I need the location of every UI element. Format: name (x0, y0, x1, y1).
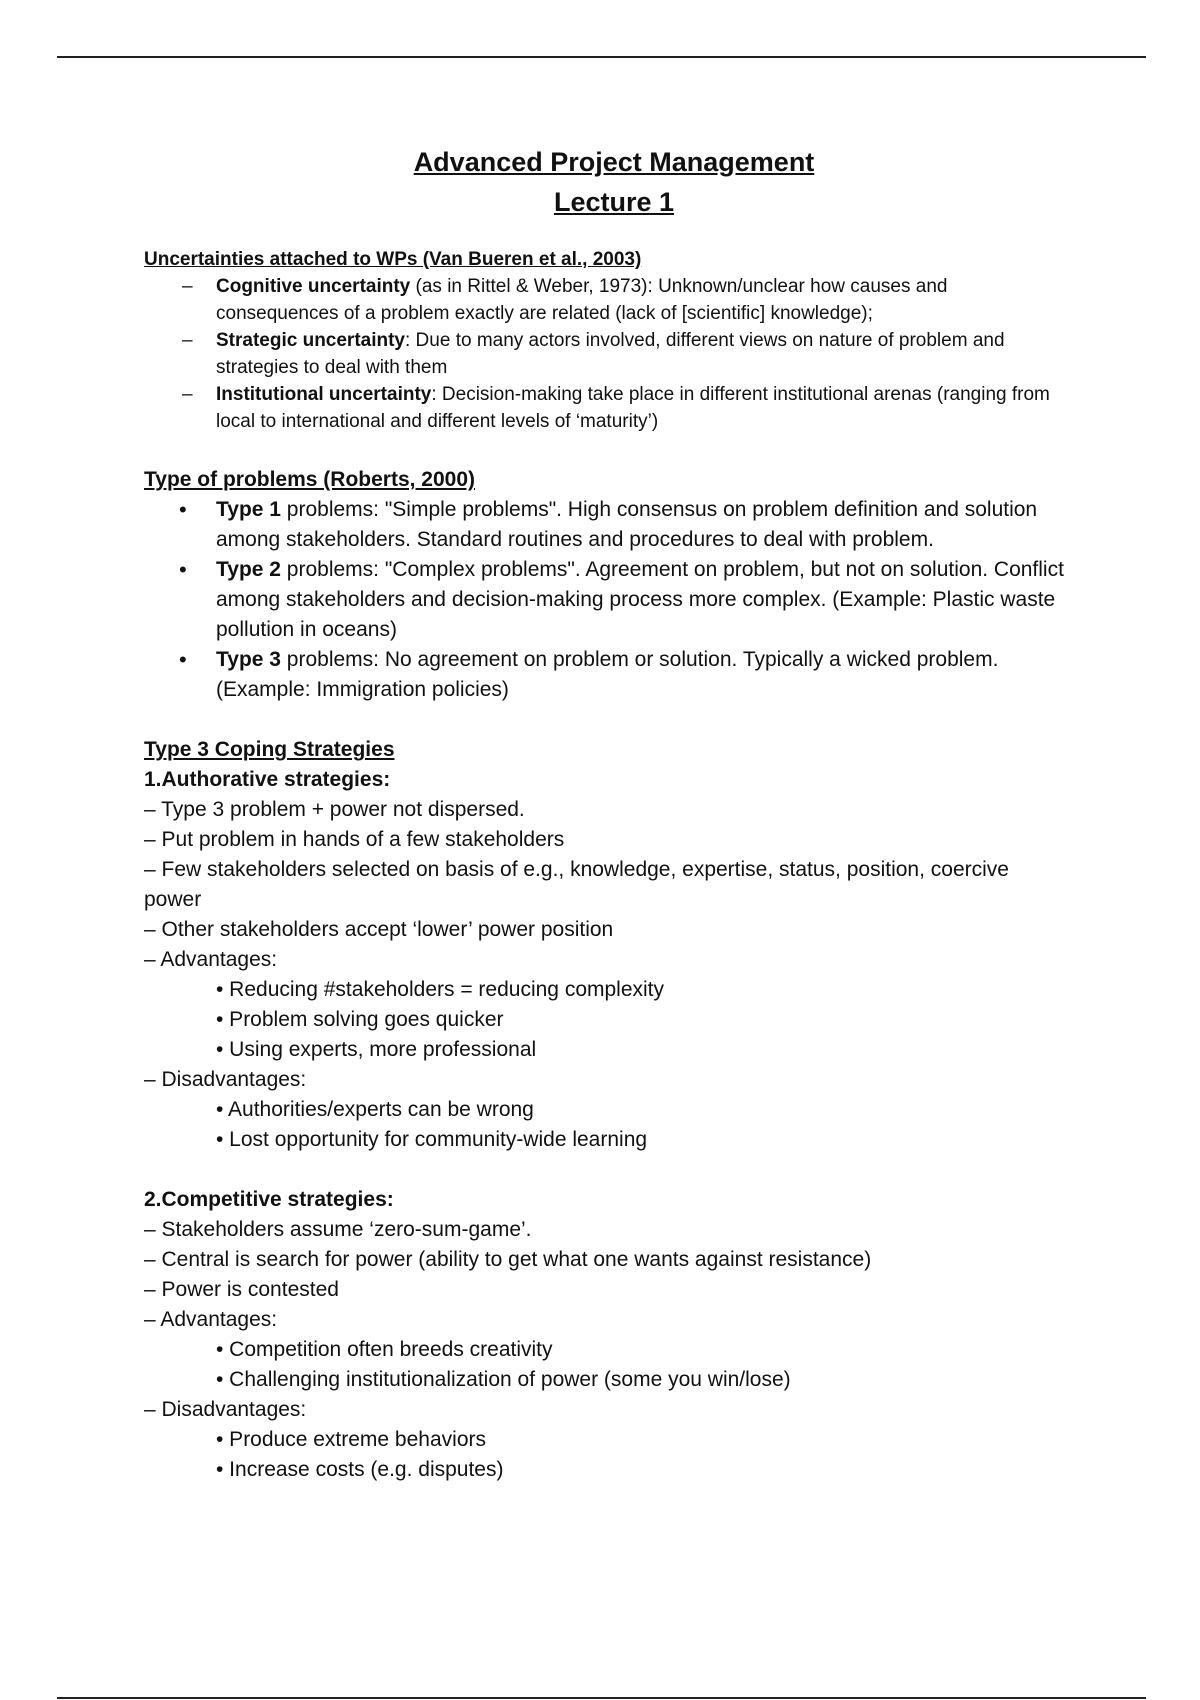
bullet-marker: • (179, 647, 187, 672)
dash-marker: – (182, 276, 193, 297)
list-item (144, 555, 1064, 645)
disadvantage-item: • Authorities/experts can be wrong (216, 1098, 534, 1121)
text-line: – Other stakeholders accept ‘lower’ power position (144, 918, 614, 941)
advantages-label: – Advantages: (144, 948, 278, 971)
uncertainties-section (144, 246, 1064, 435)
item-text: problems: "Simple problems". High consensus on problem definition and solution among stakeholders. Standard routines and procedures to deal with problem. (216, 498, 1038, 551)
item-text: problems: "Complex problems". Agreement on problem, but not on solution. Conflict among stakeholders and decision-making process more complex. (Example: Plastic waste pollution in oceans) (216, 558, 1064, 641)
dash-marker: – (182, 330, 193, 351)
item-term: Cognitive uncertainty (216, 276, 411, 297)
item-term: Type 3 (216, 648, 281, 671)
text-line: – Few stakeholders selected on basis of e.g., knowledge, expertise, status, position, coercive power (144, 858, 1009, 911)
document-page (144, 142, 1064, 1485)
item-text: : Decision-making take place in different institutional arenas (ranging from local to international and different levels of ‘maturity’) (216, 384, 1050, 432)
bullet-marker: • (179, 557, 187, 582)
coping-section (144, 735, 1064, 1485)
text-line: – Power is contested (144, 1278, 339, 1301)
authorative-heading: 1.Authorative strategies: (144, 768, 391, 791)
title-line-1: Advanced Project Management (413, 147, 815, 177)
advantage-item: • Competition often breeds creativity (216, 1338, 553, 1361)
item-text: problems: No agreement on problem or solution. Typically a wicked problem. (Example: Immigration policies) (216, 648, 999, 701)
list-item (144, 495, 1064, 555)
list-item (144, 645, 1064, 705)
text-line: – Stakeholders assume ‘zero-sum-game’. (144, 1218, 532, 1241)
advantage-item: • Using experts, more professional (216, 1038, 537, 1061)
coping-heading: Type 3 Coping Strategies (144, 738, 395, 761)
bullet-marker: • (179, 497, 187, 522)
problems-list (144, 495, 1064, 705)
item-text: (as in Rittel & Weber, 1973): Unknown/unclear how causes and consequences of a problem exactly are related (lack of [scientific] knowledge); (216, 276, 948, 324)
dash-marker: – (182, 384, 193, 405)
list-item (144, 327, 1064, 381)
disadvantages-label: – Disadvantages: (144, 1398, 307, 1421)
top-rule (57, 56, 1146, 58)
item-term: Type 2 (216, 558, 281, 581)
bottom-rule (57, 1697, 1146, 1699)
list-item (144, 273, 1064, 327)
text-line: – Central is search for power (ability to get what one wants against resistance) (144, 1248, 872, 1271)
text-line: – Put problem in hands of a few stakeholders (144, 828, 565, 851)
advantages-label: – Advantages: (144, 1308, 278, 1331)
problems-section (144, 465, 1064, 705)
uncertainties-list (144, 273, 1064, 435)
item-text: : Due to many actors involved, different views on nature of problem and strategies to deal with them (216, 330, 1005, 378)
disadvantage-item: • Lost opportunity for community-wide learning (216, 1128, 648, 1151)
item-term: Strategic uncertainty (216, 330, 405, 351)
uncertainties-heading: Uncertainties attached to WPs (Van Bueren et al., 2003) (144, 249, 642, 270)
competitive-heading: 2.Competitive strategies: (144, 1188, 394, 1211)
advantage-item: • Challenging institutionalization of power (some you win/lose) (216, 1368, 791, 1391)
disadvantage-item: • Produce extreme behaviors (216, 1428, 486, 1451)
page-title (164, 142, 1064, 222)
item-term: Type 1 (216, 498, 281, 521)
disadvantages-label: – Disadvantages: (144, 1068, 307, 1091)
problems-heading: Type of problems (Roberts, 2000) (144, 468, 476, 491)
disadvantage-item: • Increase costs (e.g. disputes) (216, 1458, 504, 1481)
title-line-2: Lecture 1 (553, 187, 675, 217)
advantage-item: • Problem solving goes quicker (216, 1008, 504, 1031)
text-line: – Type 3 problem + power not dispersed. (144, 798, 525, 821)
item-term: Institutional uncertainty (216, 384, 432, 405)
advantage-item: • Reducing #stakeholders = reducing complexity (216, 978, 665, 1001)
list-item (144, 381, 1064, 435)
